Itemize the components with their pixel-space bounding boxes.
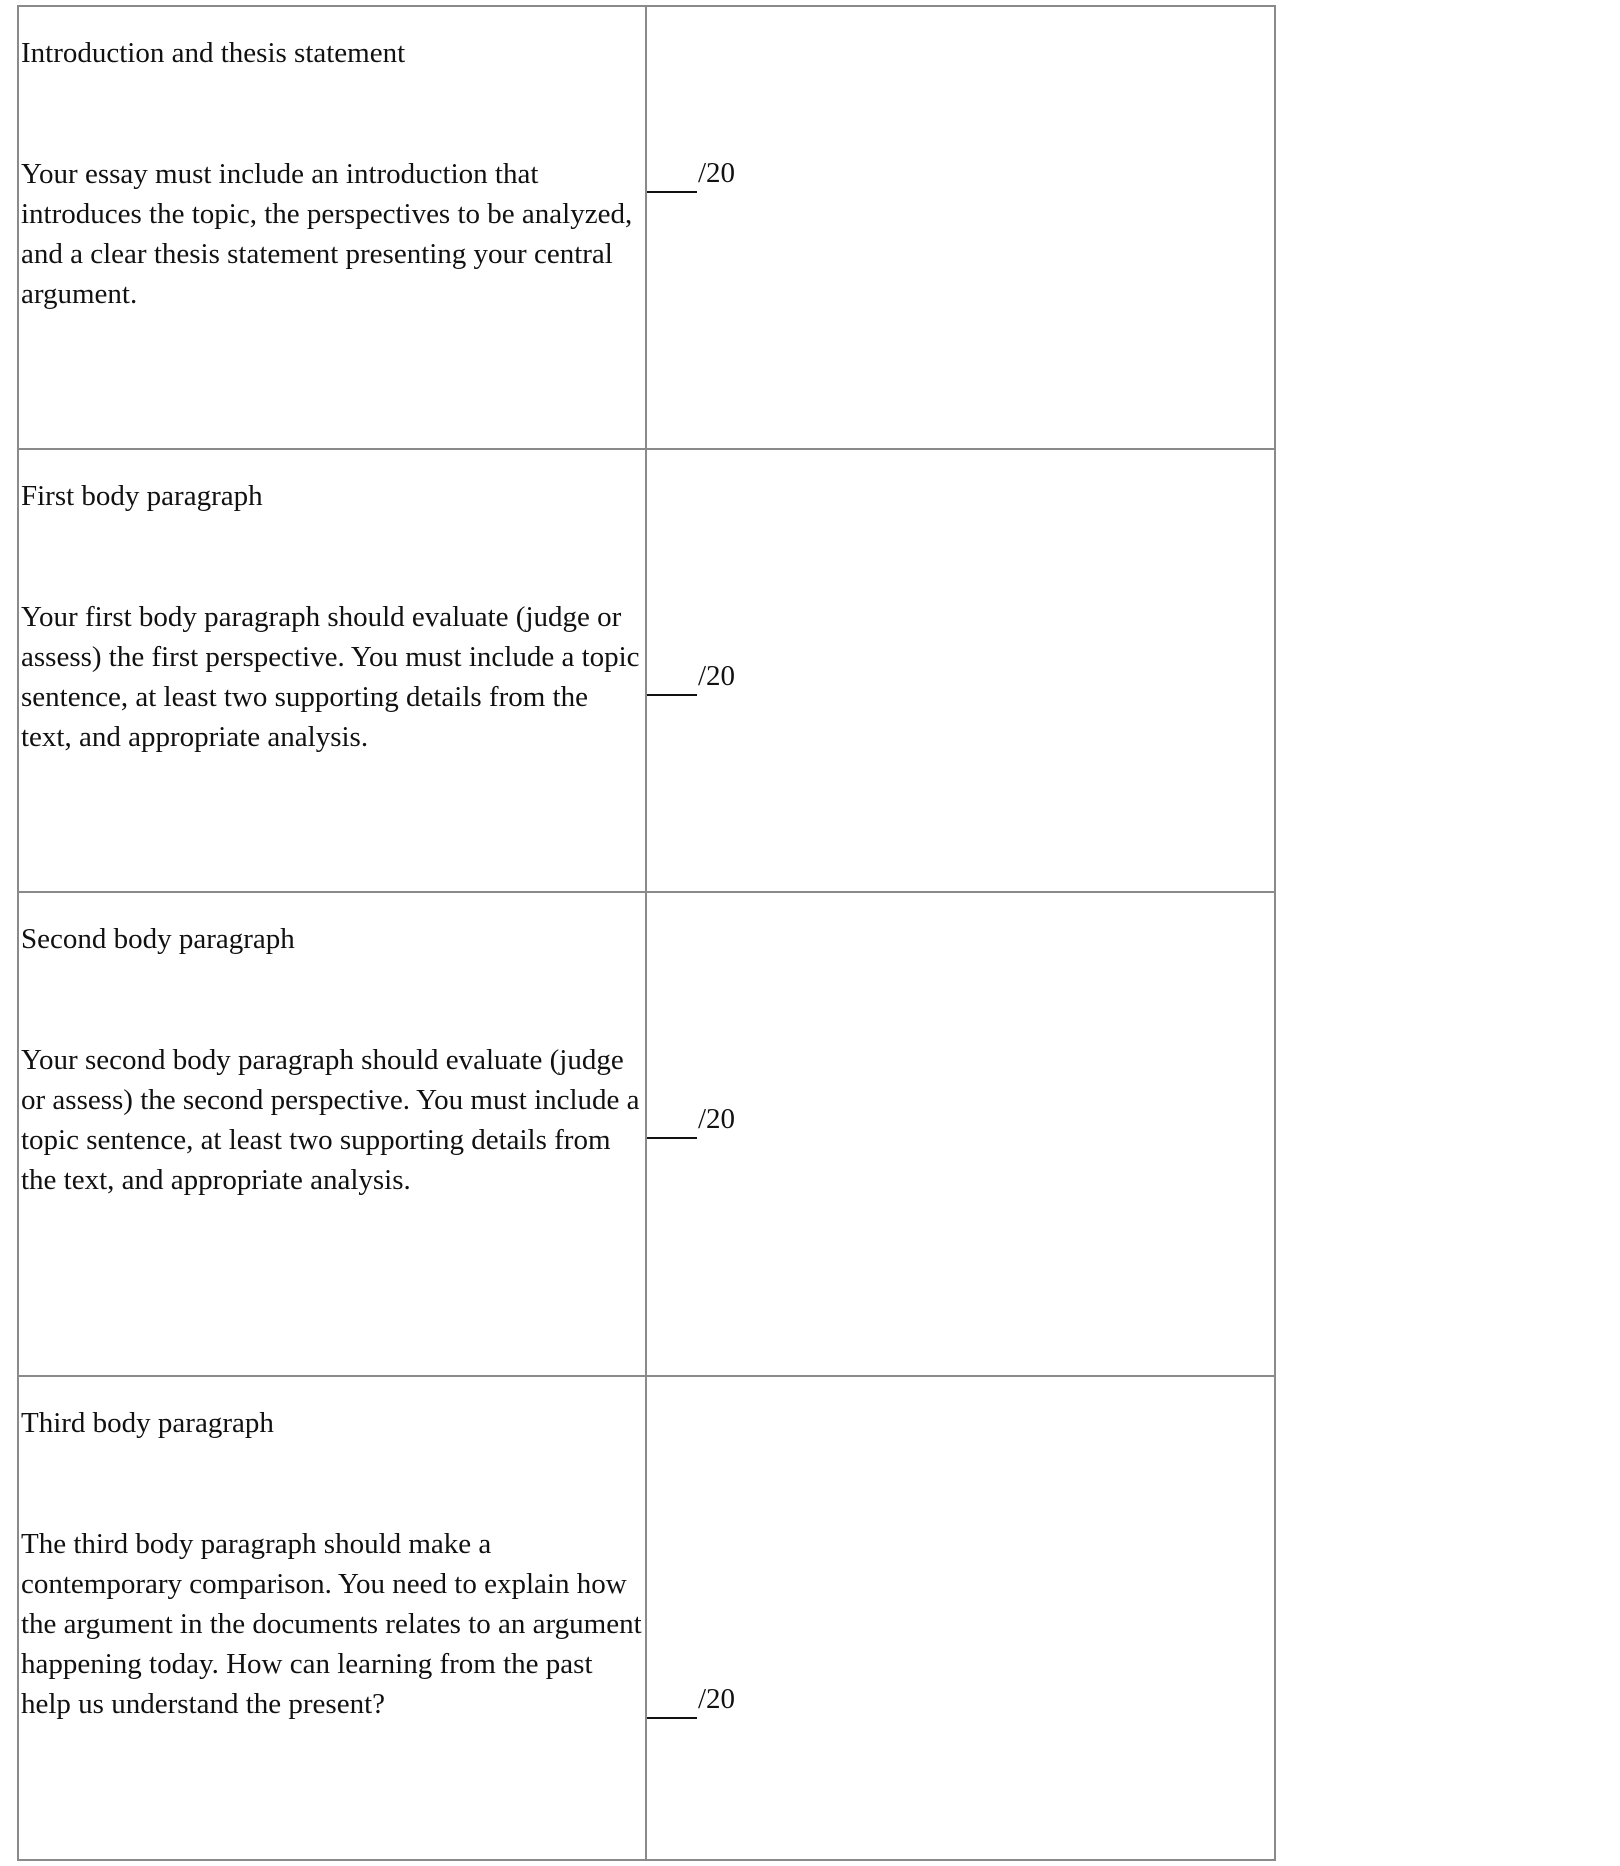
criterion-description: Your second body paragraph should evaluate (judge or assess) the second perspective. You must include a topic sentence, at least two supporting details from the text, and appropriate analysis. [21,1044,640,1196]
rubric-row-first-body [18,449,1275,892]
criterion-description: Your essay must include an introduction that introduces the topic, the perspectives to be analyzed, and a clear thesis statement presenting your central argument. [21,158,633,310]
score-cell [646,892,1275,1376]
score-entry [647,153,1274,193]
score-max: /20 [698,1103,736,1135]
score-blank[interactable] [647,1101,697,1139]
criterion-description: Your first body paragraph should evaluate (judge or assess) the first perspective. You must include a topic sentence, at least two supporting details from the text, and appropriate analysis. [21,601,640,753]
score-cell [646,1376,1275,1860]
criterion-title: First body paragraph [21,480,263,512]
criterion-description: The third body paragraph should make a contemporary comparison. You need to explain how the argument in the documents relates to an argument happening today. How can learning from the past help us understand the present? [21,1528,642,1720]
rubric-row-introduction [18,6,1275,449]
score-entry [647,1099,1274,1139]
score-entry [647,1679,1274,1719]
score-entry [647,656,1274,696]
criterion-cell [18,6,646,449]
score-max: /20 [698,157,736,189]
criterion-cell [18,892,646,1376]
rubric-row-second-body [18,892,1275,1376]
rubric-row-third-body [18,1376,1275,1860]
criterion-cell [18,449,646,892]
score-cell [646,6,1275,449]
score-blank[interactable] [647,658,697,696]
criterion-title: Second body paragraph [21,923,295,955]
criterion-cell [18,1376,646,1860]
score-cell [646,449,1275,892]
criterion-title: Third body paragraph [21,1407,274,1439]
criterion-title: Introduction and thesis statement [21,37,406,69]
score-max: /20 [698,660,736,692]
score-blank[interactable] [647,1681,697,1719]
rubric-table [17,5,1276,1861]
score-blank[interactable] [647,155,697,193]
score-max: /20 [698,1683,736,1715]
